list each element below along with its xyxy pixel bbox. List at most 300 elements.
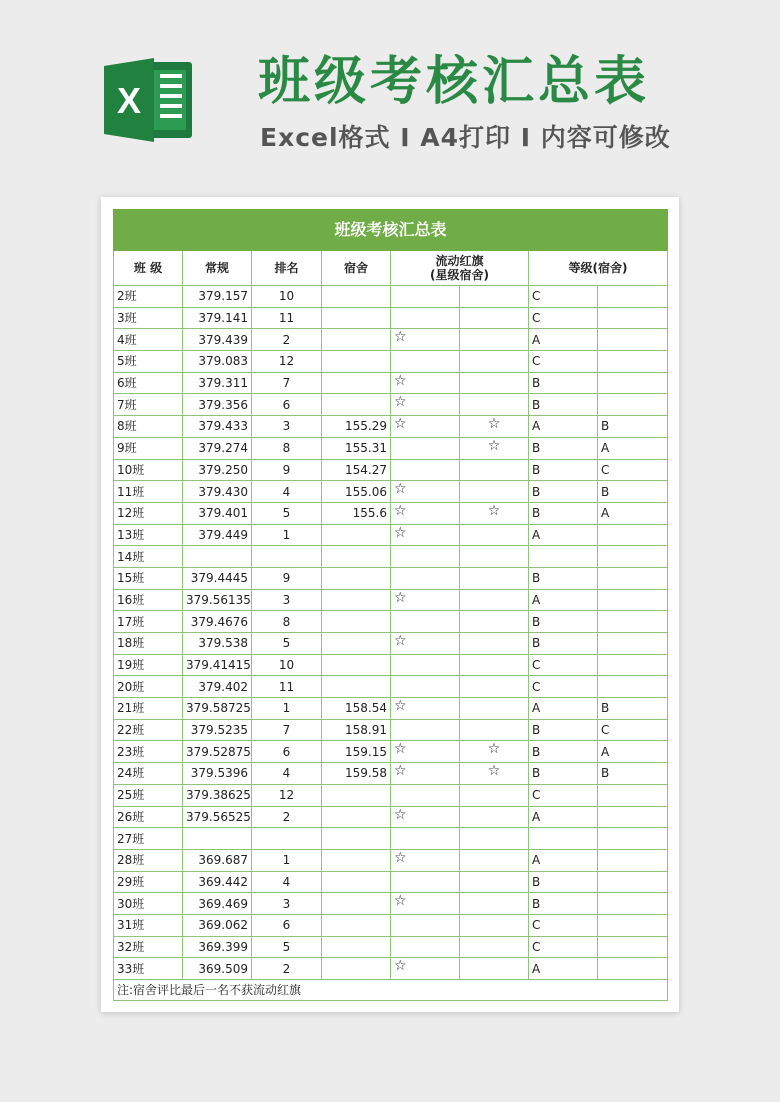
cell-rank: 11 [252,676,322,698]
cell-regular: 379.56135 [183,589,252,611]
cell-rank: 2 [252,329,322,351]
cell-dorm-grade: C [598,719,668,741]
cell-grade: B [529,871,598,893]
cell-dorm [322,893,391,915]
table-row [114,871,668,893]
header-class: 班 级 [114,251,183,286]
cell-dorm-grade [598,351,668,373]
table-title-row [114,210,668,251]
cell-class: 9班 [114,437,183,459]
cell-regular: 379.58725 [183,698,252,720]
cell-dorm [322,936,391,958]
cell-flag-star-2 [460,914,529,936]
cell-class: 27班 [114,828,183,850]
cell-flag-star-2 [460,893,529,915]
cell-dorm-grade [598,286,668,308]
cell-flag-star [391,676,460,698]
cell-grade: A [529,806,598,828]
cell-dorm-grade: B [598,698,668,720]
cell-flag-star [391,567,460,589]
cell-dorm [322,828,391,850]
cell-class: 2班 [114,286,183,308]
cell-flag-star: ☆ [391,633,460,655]
header-grade: 等级(宿舍) [529,251,668,286]
cell-rank: 9 [252,459,322,481]
cell-regular: 379.52875 [183,741,252,763]
svg-text:X: X [116,80,142,121]
table-row [114,676,668,698]
cell-flag-star-2 [460,828,529,850]
cell-regular: 379.250 [183,459,252,481]
table-row [114,914,668,936]
cell-regular: 379.433 [183,416,252,438]
cell-dorm-grade [598,871,668,893]
cell-flag-star: ☆ [391,372,460,394]
cell-flag-star [391,611,460,633]
cell-flag-star [391,719,460,741]
cell-flag-star: ☆ [391,741,460,763]
cell-dorm [322,286,391,308]
cell-grade [529,828,598,850]
cell-dorm-grade: A [598,502,668,524]
cell-rank: 4 [252,871,322,893]
cell-class: 23班 [114,741,183,763]
cell-class: 25班 [114,784,183,806]
cell-flag-star-2 [460,329,529,351]
cell-class: 19班 [114,654,183,676]
cell-class: 21班 [114,698,183,720]
cell-dorm: 155.06 [322,481,391,503]
cell-flag-star-2 [460,372,529,394]
cell-rank: 1 [252,698,322,720]
table-row [114,437,668,459]
cell-regular: 379.439 [183,329,252,351]
cell-dorm-grade [598,633,668,655]
cell-dorm-grade [598,784,668,806]
cell-dorm [322,394,391,416]
cell-class: 33班 [114,958,183,980]
table-row [114,828,668,850]
cell-class: 11班 [114,481,183,503]
cell-class: 32班 [114,936,183,958]
cell-dorm-grade [598,654,668,676]
cell-dorm [322,307,391,329]
cell-regular: 379.41415 [183,654,252,676]
table-note: 注:宿舍评比最后一名不获流动红旗 [114,980,668,1001]
table-note-row [114,980,668,1001]
cell-dorm: 158.54 [322,698,391,720]
cell-rank: 3 [252,416,322,438]
cell-flag-star-2 [460,849,529,871]
cell-grade: B [529,481,598,503]
cell-dorm [322,914,391,936]
cell-rank: 4 [252,763,322,785]
cell-dorm [322,871,391,893]
cell-regular: 369.509 [183,958,252,980]
spreadsheet-sheet [101,197,679,1012]
cell-dorm-grade: A [598,437,668,459]
cell-dorm-grade: B [598,763,668,785]
header-flag-line1: 流动红旗 [435,254,484,268]
cell-dorm-grade [598,372,668,394]
cell-regular: 369.442 [183,871,252,893]
cell-grade: C [529,654,598,676]
cell-grade: C [529,307,598,329]
cell-rank: 5 [252,936,322,958]
cell-rank [252,828,322,850]
table-row [114,654,668,676]
cell-regular: 379.4676 [183,611,252,633]
cell-rank: 1 [252,849,322,871]
cell-regular: 379.157 [183,286,252,308]
cell-flag-star-2 [460,611,529,633]
cell-grade: A [529,589,598,611]
cell-rank: 7 [252,719,322,741]
cell-rank: 4 [252,481,322,503]
cell-class: 29班 [114,871,183,893]
cell-dorm-grade: C [598,459,668,481]
cell-flag-star-2 [460,351,529,373]
cell-grade: B [529,763,598,785]
table-row [114,502,668,524]
cell-regular: 379.311 [183,372,252,394]
cell-flag-star [391,936,460,958]
table-row [114,784,668,806]
cell-regular: 379.274 [183,437,252,459]
cell-rank: 9 [252,567,322,589]
cell-class: 31班 [114,914,183,936]
cell-dorm-grade [598,914,668,936]
table-row [114,351,668,373]
cell-flag-star-2 [460,459,529,481]
cell-dorm [322,784,391,806]
cell-grade: A [529,524,598,546]
cell-rank: 2 [252,806,322,828]
cell-regular: 379.430 [183,481,252,503]
cell-class: 10班 [114,459,183,481]
table-row [114,958,668,980]
cell-dorm: 159.15 [322,741,391,763]
table-row [114,459,668,481]
cell-flag-star: ☆ [391,958,460,980]
table-row [114,849,668,871]
cell-flag-star [391,828,460,850]
cell-flag-star: ☆ [391,893,460,915]
cell-class: 15班 [114,567,183,589]
table-row [114,567,668,589]
cell-dorm [322,806,391,828]
page-subtitle: Excel格式 Ι A4打印 Ι 内容可修改 [260,123,671,152]
cell-regular: 369.399 [183,936,252,958]
cell-rank [252,546,322,568]
cell-flag-star-2: ☆ [460,741,529,763]
cell-grade [529,546,598,568]
cell-flag-star [391,654,460,676]
cell-flag-star [391,784,460,806]
cell-dorm-grade: B [598,416,668,438]
cell-flag-star [391,286,460,308]
cell-dorm [322,329,391,351]
cell-dorm [322,611,391,633]
summary-table [113,209,668,1001]
cell-grade: B [529,459,598,481]
cell-class: 3班 [114,307,183,329]
cell-class: 22班 [114,719,183,741]
cell-flag-star: ☆ [391,524,460,546]
table-row [114,286,668,308]
cell-regular: 379.449 [183,524,252,546]
cell-rank: 10 [252,286,322,308]
cell-class: 13班 [114,524,183,546]
table-title: 班级考核汇总表 [114,210,668,251]
cell-class: 5班 [114,351,183,373]
cell-grade: A [529,849,598,871]
cell-dorm-grade [598,806,668,828]
cell-regular [183,546,252,568]
cell-dorm-grade [598,958,668,980]
cell-flag-star-2 [460,633,529,655]
cell-class: 20班 [114,676,183,698]
table-row [114,806,668,828]
cell-flag-star-2 [460,546,529,568]
table-row [114,372,668,394]
cell-dorm: 155.6 [322,502,391,524]
cell-flag-star: ☆ [391,502,460,524]
cell-rank: 6 [252,741,322,763]
cell-grade: B [529,633,598,655]
cell-flag-star: ☆ [391,849,460,871]
table-row [114,481,668,503]
cell-grade: B [529,502,598,524]
cell-rank: 7 [252,372,322,394]
cell-dorm-grade [598,893,668,915]
cell-class: 17班 [114,611,183,633]
cell-flag-star: ☆ [391,806,460,828]
cell-flag-star: ☆ [391,329,460,351]
cell-flag-star-2 [460,307,529,329]
cell-dorm [322,524,391,546]
cell-dorm-grade [598,828,668,850]
cell-grade: B [529,719,598,741]
cell-grade: C [529,351,598,373]
cell-dorm: 155.29 [322,416,391,438]
cell-regular: 369.687 [183,849,252,871]
cell-dorm [322,633,391,655]
cell-regular: 379.083 [183,351,252,373]
cell-dorm [322,958,391,980]
cell-dorm-grade [598,394,668,416]
cell-regular: 379.401 [183,502,252,524]
cell-dorm: 155.31 [322,437,391,459]
cell-dorm [322,546,391,568]
cell-dorm-grade [598,936,668,958]
table-row [114,893,668,915]
cell-dorm [322,676,391,698]
cell-dorm [322,567,391,589]
cell-regular: 369.469 [183,893,252,915]
cell-class: 14班 [114,546,183,568]
cell-dorm: 159.58 [322,763,391,785]
cell-class: 26班 [114,806,183,828]
cell-rank: 12 [252,351,322,373]
cell-flag-star [391,437,460,459]
cell-class: 24班 [114,763,183,785]
cell-flag-star: ☆ [391,416,460,438]
cell-rank: 6 [252,394,322,416]
cell-grade: A [529,958,598,980]
table-row [114,329,668,351]
cell-flag-star [391,871,460,893]
cell-flag-star-2 [460,936,529,958]
cell-class: 7班 [114,394,183,416]
cell-rank: 6 [252,914,322,936]
cell-class: 30班 [114,893,183,915]
table-row [114,394,668,416]
cell-grade: C [529,784,598,806]
table-row [114,307,668,329]
cell-dorm-grade [598,307,668,329]
cell-dorm-grade [598,524,668,546]
table-row [114,698,668,720]
cell-flag-star-2 [460,698,529,720]
cell-flag-star-2 [460,589,529,611]
cell-dorm-grade [598,589,668,611]
cell-grade: B [529,372,598,394]
cell-dorm: 154.27 [322,459,391,481]
cell-class: 16班 [114,589,183,611]
cell-rank: 1 [252,524,322,546]
cell-dorm [322,849,391,871]
cell-grade: B [529,741,598,763]
cell-rank: 3 [252,893,322,915]
cell-regular: 379.402 [183,676,252,698]
cell-flag-star-2: ☆ [460,437,529,459]
cell-class: 6班 [114,372,183,394]
cell-grade: B [529,611,598,633]
cell-class: 28班 [114,849,183,871]
cell-dorm-grade: B [598,481,668,503]
page-header [0,0,780,195]
cell-flag-star-2: ☆ [460,416,529,438]
cell-rank: 3 [252,589,322,611]
cell-regular: 369.062 [183,914,252,936]
cell-flag-star-2 [460,719,529,741]
cell-regular: 379.141 [183,307,252,329]
cell-regular: 379.38625 [183,784,252,806]
table-row [114,633,668,655]
cell-class: 8班 [114,416,183,438]
cell-dorm: 158.91 [322,719,391,741]
cell-flag-star-2: ☆ [460,502,529,524]
cell-grade: B [529,437,598,459]
cell-dorm [322,372,391,394]
cell-grade: B [529,567,598,589]
cell-rank: 5 [252,633,322,655]
excel-logo-icon [100,52,196,148]
table-row [114,546,668,568]
cell-regular: 379.356 [183,394,252,416]
cell-grade: C [529,914,598,936]
cell-rank: 8 [252,611,322,633]
cell-flag-star-2 [460,394,529,416]
cell-grade: C [529,936,598,958]
cell-dorm [322,589,391,611]
cell-dorm-grade [598,329,668,351]
cell-flag-star-2 [460,481,529,503]
cell-flag-star [391,546,460,568]
cell-rank: 11 [252,307,322,329]
cell-flag-star [391,351,460,373]
cell-rank: 12 [252,784,322,806]
cell-flag-star-2 [460,806,529,828]
cell-grade: A [529,698,598,720]
cell-grade: C [529,676,598,698]
cell-flag-star-2: ☆ [460,763,529,785]
page-title: 班级考核汇总表 [258,52,651,112]
cell-flag-star [391,459,460,481]
cell-regular: 379.538 [183,633,252,655]
cell-flag-star [391,914,460,936]
cell-regular: 379.5396 [183,763,252,785]
column-header-row [114,251,668,286]
table-row [114,741,668,763]
table-row [114,611,668,633]
cell-flag-star-2 [460,958,529,980]
cell-regular: 379.5235 [183,719,252,741]
cell-grade: B [529,893,598,915]
cell-grade: A [529,329,598,351]
header-flag [391,251,529,286]
cell-class: 18班 [114,633,183,655]
cell-dorm-grade [598,567,668,589]
cell-flag-star-2 [460,654,529,676]
cell-flag-star: ☆ [391,481,460,503]
cell-rank: 10 [252,654,322,676]
cell-flag-star-2 [460,784,529,806]
header-dorm: 宿舍 [322,251,391,286]
cell-flag-star: ☆ [391,589,460,611]
cell-flag-star-2 [460,286,529,308]
cell-flag-star-2 [460,524,529,546]
cell-dorm [322,654,391,676]
cell-grade: A [529,416,598,438]
cell-grade: C [529,286,598,308]
cell-class: 12班 [114,502,183,524]
cell-regular: 379.4445 [183,567,252,589]
cell-flag-star: ☆ [391,394,460,416]
cell-dorm [322,351,391,373]
cell-regular [183,828,252,850]
cell-flag-star-2 [460,567,529,589]
cell-class: 4班 [114,329,183,351]
cell-dorm-grade [598,849,668,871]
header-rank: 排名 [252,251,322,286]
cell-flag-star-2 [460,871,529,893]
header-regular: 常规 [183,251,252,286]
cell-flag-star-2 [460,676,529,698]
table-row [114,589,668,611]
table-row [114,763,668,785]
cell-flag-star: ☆ [391,698,460,720]
table-row [114,416,668,438]
cell-flag-star [391,307,460,329]
cell-rank: 2 [252,958,322,980]
cell-dorm-grade [598,611,668,633]
table-row [114,936,668,958]
header-flag-line2: (星级宿舍) [430,268,489,282]
cell-rank: 8 [252,437,322,459]
cell-dorm-grade [598,546,668,568]
